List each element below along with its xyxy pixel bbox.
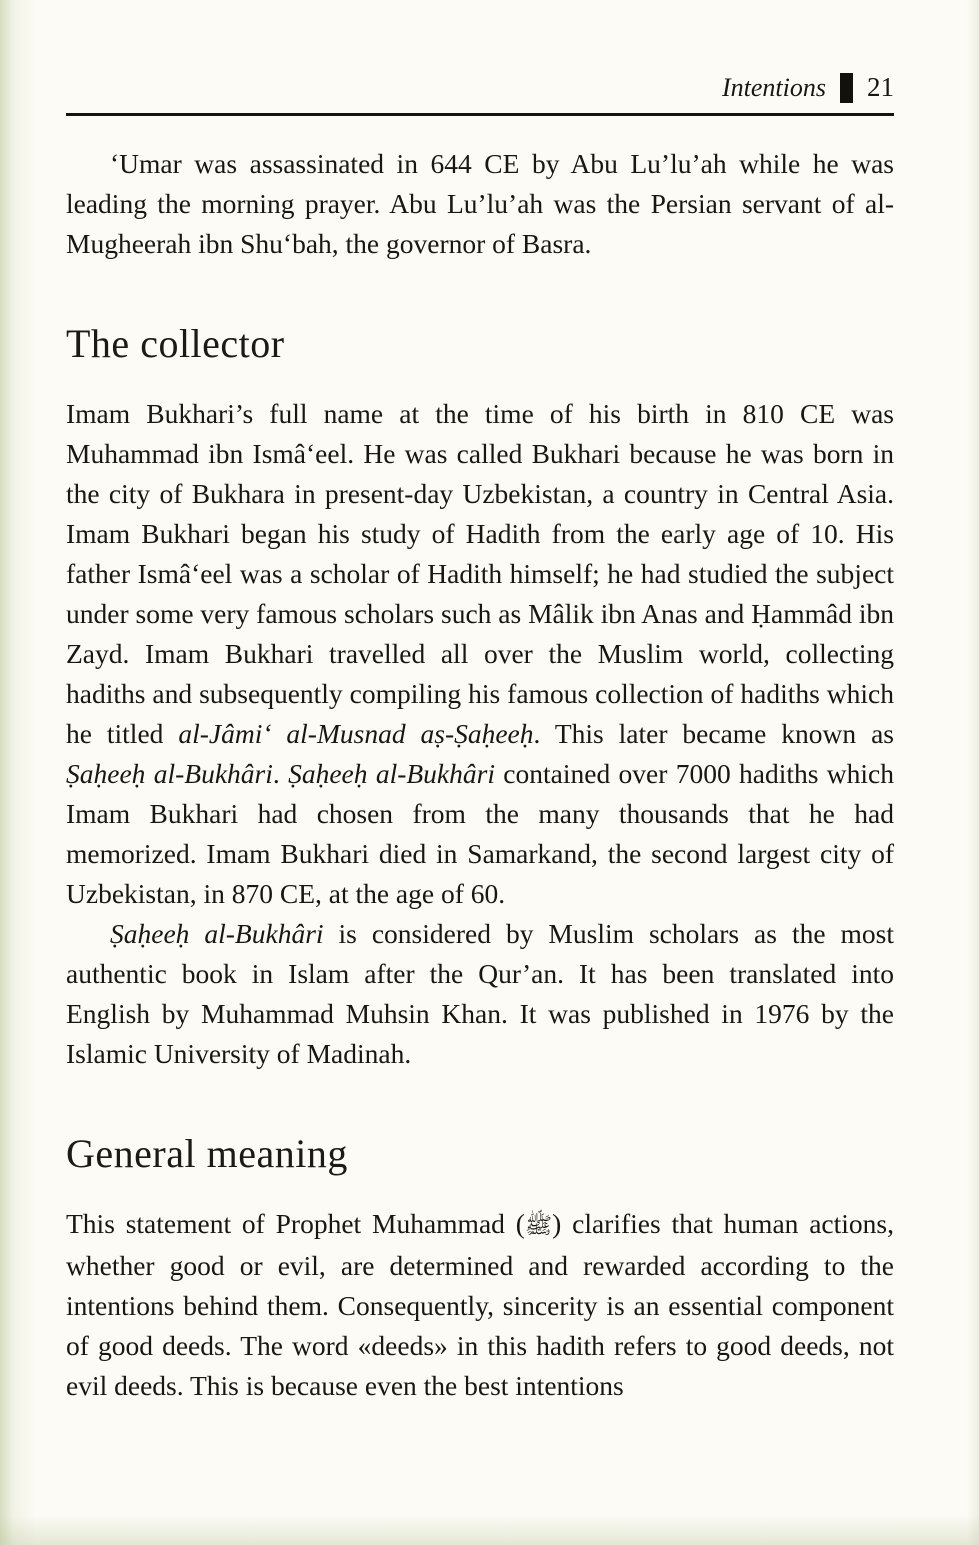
- text-segment: .: [272, 758, 289, 789]
- italic-text-segment: Ṣaḥeeḥ al-Bukhâri: [110, 918, 324, 949]
- header-rule: [66, 113, 894, 116]
- italic-text-segment: al-Jâmi‘ al-Musnad aṣ-Ṣaḥeeḥ: [178, 718, 534, 749]
- text-segment: Imam Bukhari’s full name at the time of his birth in 810 CE was Muhammad ibn Ismâ‘eel. He was called Bukhari because he was born in the city of Bukhara in present-day Uzbekistan, a country in Central Asia. Imam Bukhari began his study of Hadith from the early age of 10. His father Ismâ‘eel was a scholar of Hadith himself; he had studied the subject under some very famous scholars such as Mâlik ibn Anas and Ḥammâd ibn Zayd. Imam Bukhari travelled all over the Muslim world, collecting hadiths and subsequently compiling his famous collection of hadiths which he titled: [66, 398, 894, 749]
- paragraph-general-meaning: [66, 1204, 894, 1406]
- paragraph-saheeh-translation: [66, 914, 894, 1074]
- italic-text-segment: Ṣaḥeeḥ al-Bukhâri: [66, 758, 273, 789]
- text-segment: . This later became known as: [533, 718, 894, 749]
- page-header: [66, 72, 894, 113]
- text-segment: is considered by Muslim scholars as the most authentic book in Islam after the Qur’an. It has been translated into English by Muhammad Muhsin Khan. It was published in 1976 by the Islamic University of Madinah.: [66, 918, 895, 1069]
- header-divider-bar: [840, 73, 853, 103]
- page-content: [66, 72, 894, 1406]
- text-segment: ) clarifies that human actions, whether good or evil, are determined and rewarded according to the intentions behind them. Consequently, sincerity is an essential component of good deeds. The word «deeds» in this hadith refers to good deeds, not evil deeds. This is because even the best intentions: [66, 1208, 894, 1401]
- pbuh-calligraphy-symbol: ﷺ: [524, 1213, 553, 1239]
- section-heading-general-meaning: General meaning: [66, 1131, 348, 1176]
- italic-text-segment: Ṣaḥeeḥ al-Bukhâri: [288, 758, 495, 789]
- text-segment: ‘Umar was assassinated in 644 CE by Abu Lu’lu’ah while he was leading the morning prayer. Abu Lu’lu’ah was the Persian servant of al-Mugheerah ibn Shu‘bah, the governor of Basra.: [66, 148, 894, 259]
- text-segment: contained over 7000 hadiths which Imam Bukhari had chosen from the many thousands that he had memorized. Imam Bukhari died in Samarkand, the second largest city of Uzbekistan, in 870 CE, at the age of 60.: [66, 758, 895, 909]
- paragraph-bukhari-biography: [66, 394, 894, 914]
- page-number: 21: [867, 72, 894, 102]
- text-segment: This statement of Prophet Muhammad (: [66, 1208, 525, 1239]
- paragraph-umar-assassination: [66, 144, 894, 264]
- section-heading-the-collector: The collector: [66, 321, 285, 366]
- running-title: Intentions: [722, 72, 826, 102]
